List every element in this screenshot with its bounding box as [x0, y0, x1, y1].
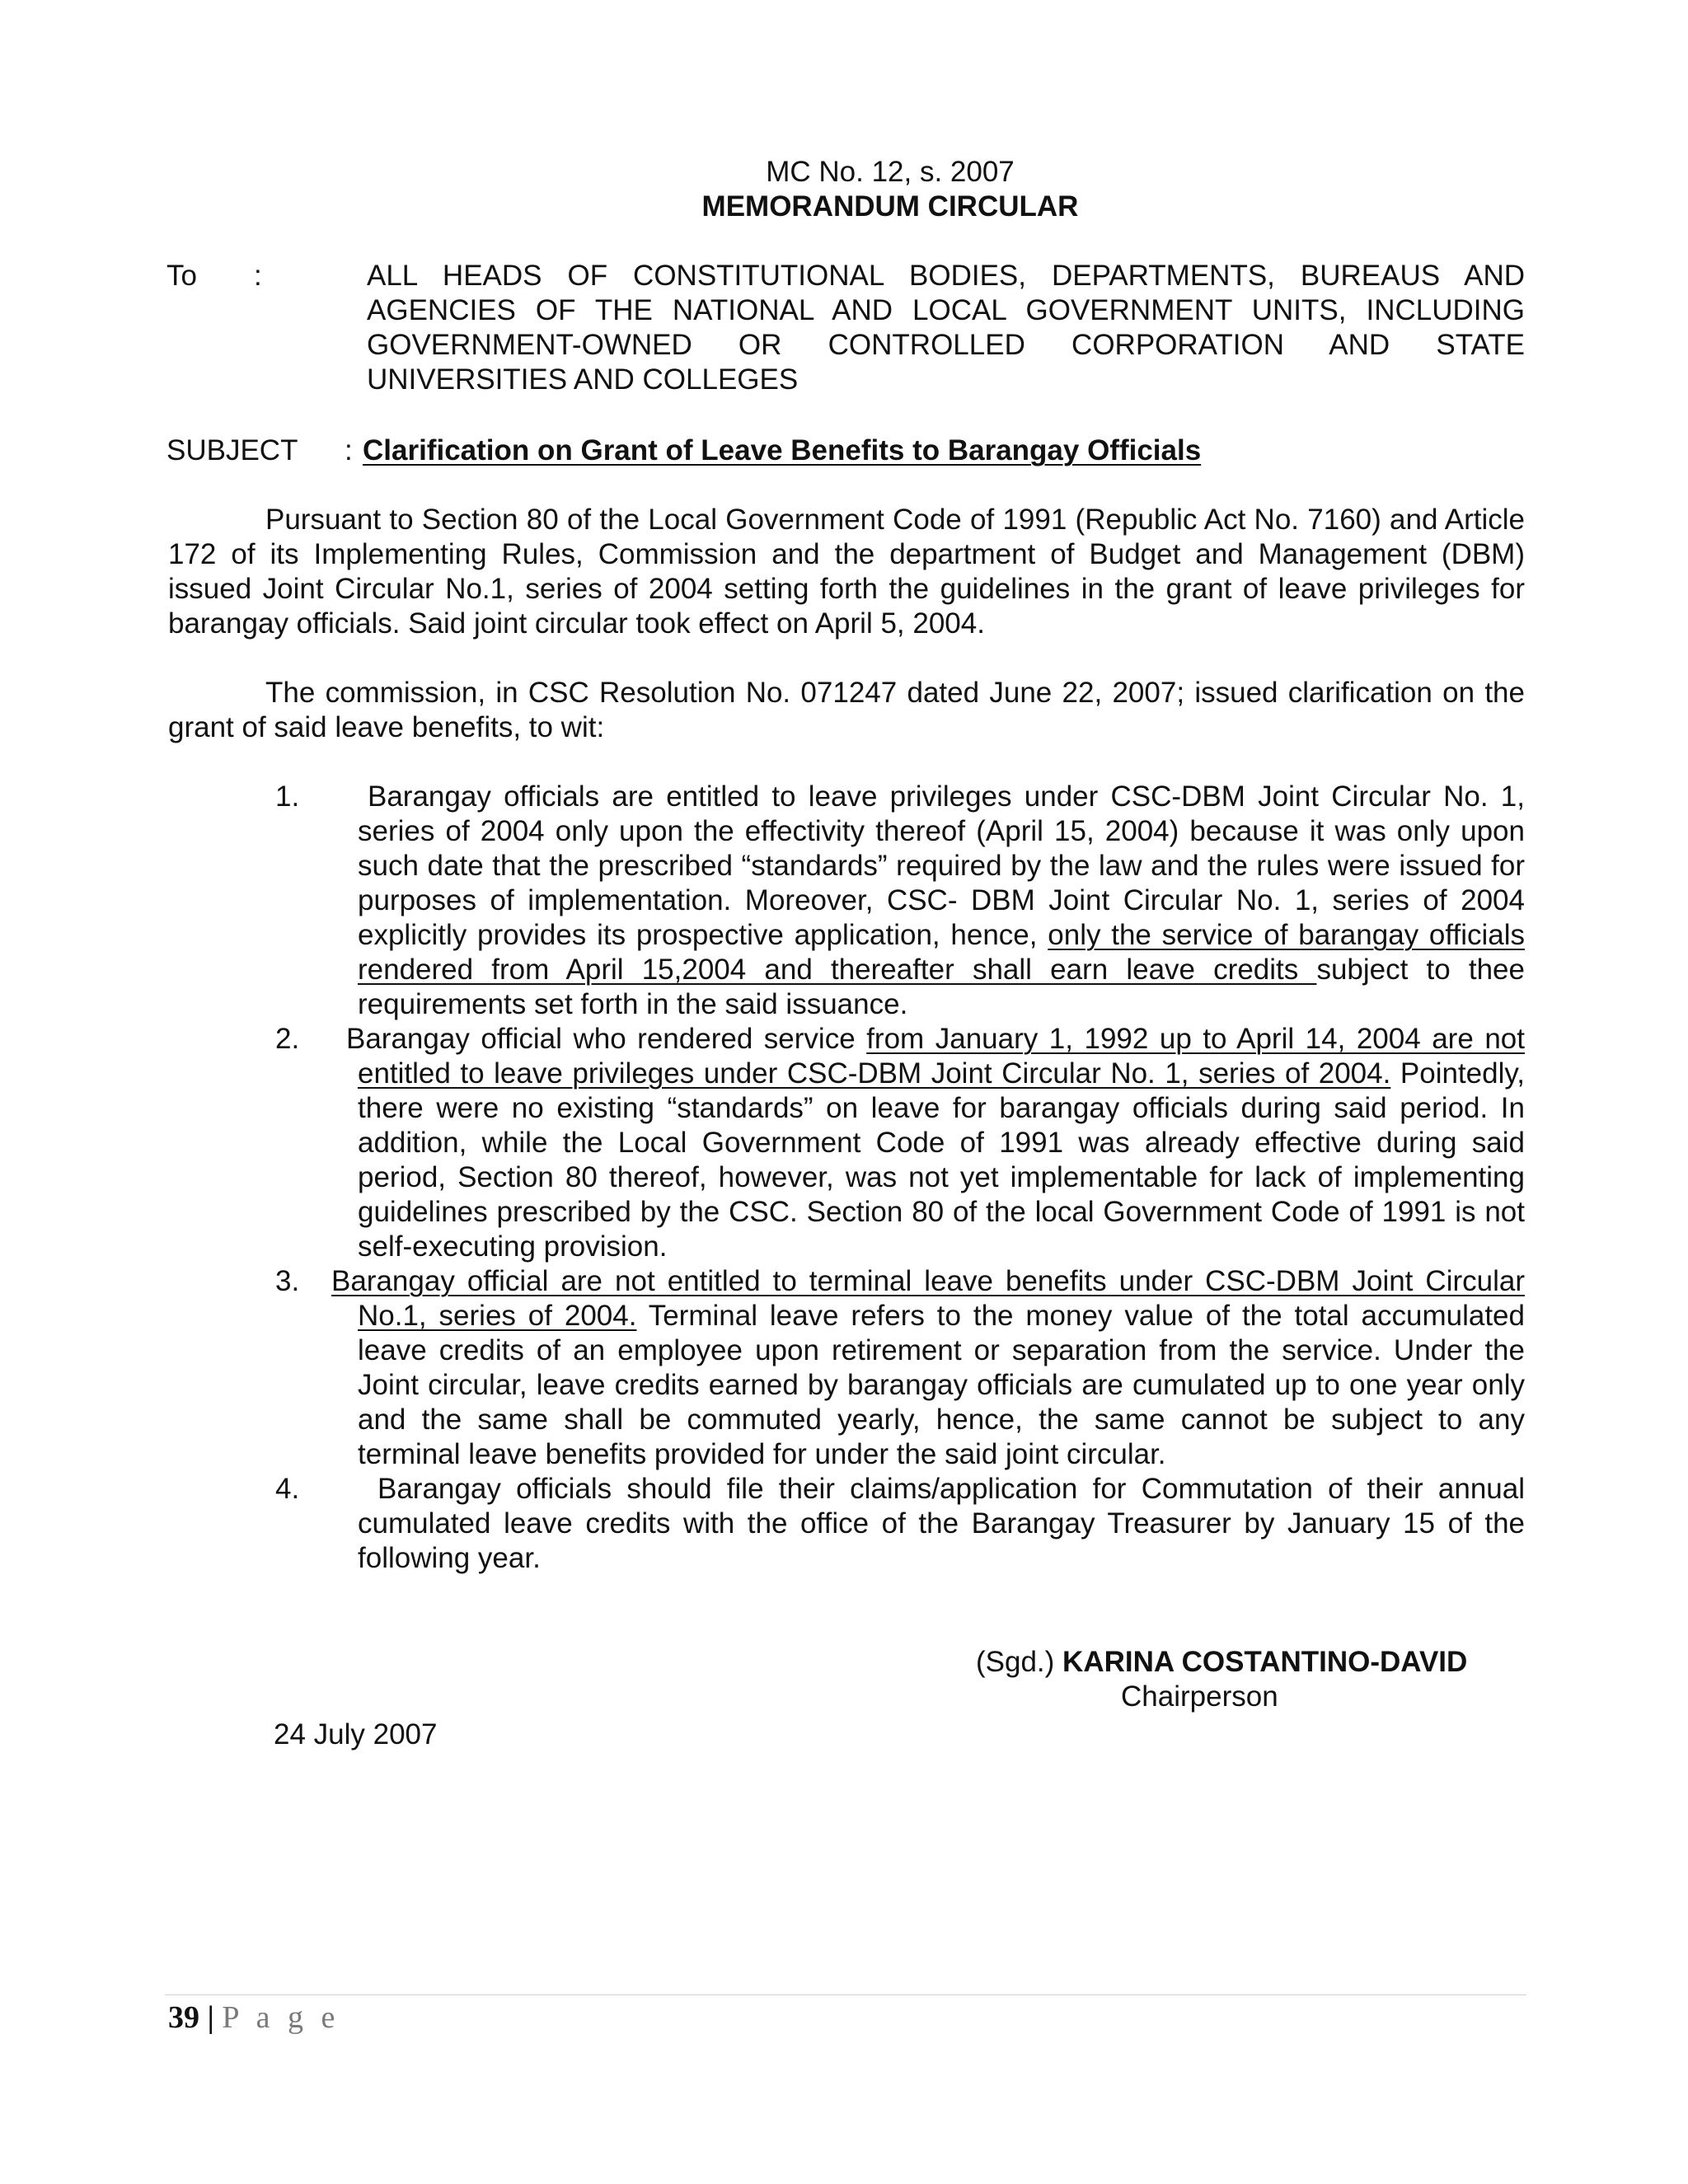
signatory-name: KARINA COSTANTINO-DAVID	[1062, 1646, 1468, 1678]
list-item-number: 4.	[275, 1473, 300, 1505]
addressee-line: UNIVERSITIES AND COLLEGES	[367, 363, 799, 396]
list-item-text: Barangay official who rendered service	[346, 1023, 867, 1055]
list-item	[358, 780, 1525, 1022]
signatory-position: Chairperson	[1121, 1680, 1278, 1713]
subject-text: Clarification on Grant of Leave Benefits to Barangay Officials	[363, 434, 1202, 466]
footer-separator: |	[207, 2000, 214, 2035]
addressee-block	[367, 259, 1525, 397]
to-label: To	[166, 260, 197, 292]
page-label: P a g e	[222, 2000, 340, 2035]
list-item-text: Barangay officials should file their claims/application for Commutation of their annual cumulated leave credits with the office of the Barangay Treasurer by January 15 of the following year.	[358, 1473, 1525, 1574]
page-number: 39	[168, 2000, 199, 2035]
list-item-underlined-text: only the service of barangay officials rendered from April 15,2004 and thereafter shall earn leave credits	[358, 919, 1526, 986]
subject-label: SUBJECT	[166, 434, 298, 466]
paragraph-clarification: The commission, in CSC Resolution No. 071247 dated June 22, 2007; issued clarification on the grant of said leave benefits, to wit:	[168, 677, 1525, 743]
page-footer	[168, 1998, 340, 2037]
document-title: MEMORANDUM CIRCULAR	[701, 190, 1079, 223]
subject-colon: :	[345, 434, 353, 466]
signature-line	[976, 1645, 1467, 1680]
list-item	[346, 1022, 1525, 1264]
list-item-text: subject to thee requirements set forth in the said issuance.	[358, 954, 1525, 1020]
addressee-line: AGENCIES OF THE NATIONAL AND LOCAL GOVERNMENT UNITS, INCLUDING	[367, 294, 1525, 326]
paragraph-intro: Pursuant to Section 80 of the Local Government Code of 1991 (Republic Act No. 7160) and Article 172 of its Implementing Rules, Commission and the department of Budget and Management (DBM) issued Joint Circular No.1, series of 2004 setting forth the guidelines in the grant of leave privileges for barangay officials. Said joint circular took effect on April 5, 2004.	[168, 504, 1525, 640]
list-item-text: Barangay officials are entitled to leave privileges under CSC-DBM Joint Circular No. 1, series of 2004 only upon the effectivity thereof (April 15, 2004) because it was only upon such date that the prescribed “standards” required by the law and the rules were issued for purposes of implementation. Moreover, CSC- DBM Joint Circular No. 1, series of 2004 explicitly provides its prospective application, hence,	[358, 780, 1525, 951]
addressee-line: ALL HEADS OF CONSTITUTIONAL BODIES, DEPARTMENTS, BUREAUS AND	[367, 260, 1525, 292]
list-item-underlined-text: from January 1, 1992 up to April 14, 2004 are not entitled to leave privileges under CSC-DBM Joint Circular No. 1, series of 2004.	[358, 1023, 1525, 1090]
document-date: 24 July 2007	[274, 1718, 438, 1750]
to-colon: :	[254, 260, 262, 292]
footer-rule	[165, 1994, 1526, 1995]
list-item	[358, 1472, 1525, 1576]
list-item-underlined-text: Barangay official are not entitled to terminal leave benefits under CSC-DBM Joint Circular No.1, series of 2004.	[331, 1265, 1525, 1332]
signature-prefix: (Sgd.)	[976, 1646, 1055, 1678]
list-item-text: Terminal leave refers to the money value of the total accumulated leave credits of an employee upon retirement or separation from the service. Under the Joint circular, leave credits earned by barangay officials are cumulated up to one year only and the same shall be commuted yearly, hence, the same cannot be subject to any terminal leave benefits provided for under the said joint circular.	[358, 1300, 1525, 1470]
list-item-number: 1.	[275, 780, 300, 813]
list-item-number: 3.	[275, 1265, 300, 1297]
list-item-number: 2.	[275, 1023, 300, 1055]
list-item-text: Pointedly, there were no existing “standards” on leave for barangay officials during said period. In addition, while the Local Government Code of 1991 was already effective during said period, Section 80 thereof, however, was not yet implementable for lack of implementing guidelines prescribed by the CSC. Section 80 of the local Government Code of 1991 is not self-executing provision.	[358, 1057, 1525, 1263]
addressee-line: GOVERNMENT-OWNED OR CONTROLLED CORPORATION AND STATE	[367, 329, 1525, 361]
list-item	[331, 1264, 1525, 1472]
mc-number: MC No. 12, s. 2007	[766, 156, 1015, 188]
